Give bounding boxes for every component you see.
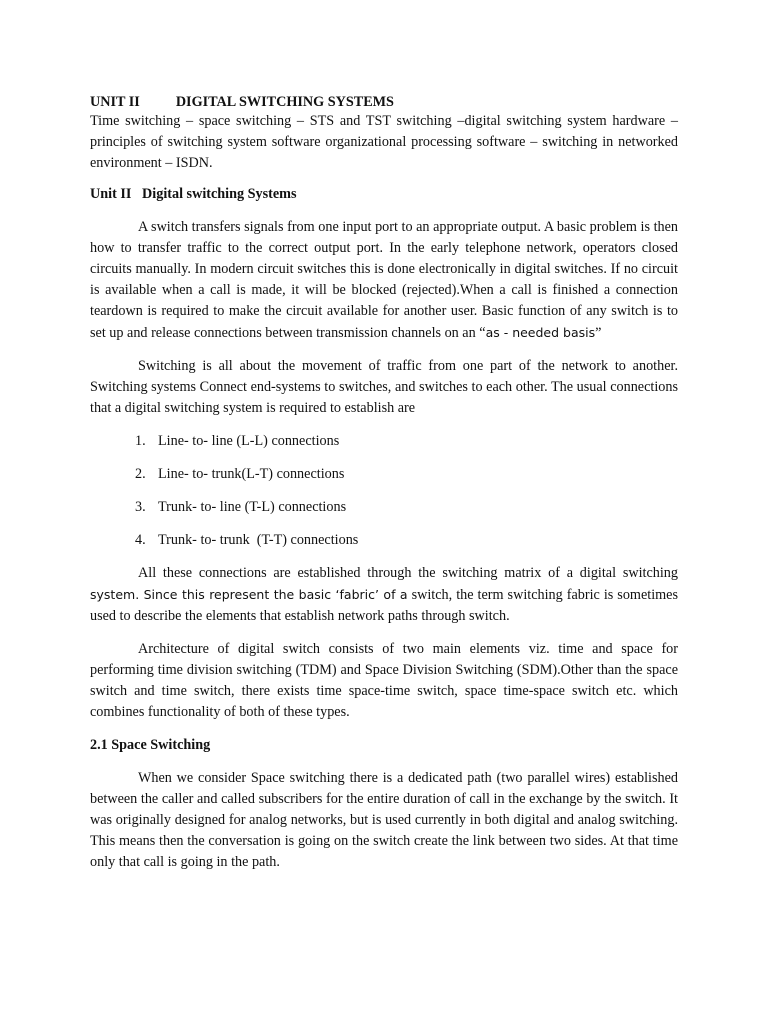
sub-heading-text: Unit II Digital switching Systems xyxy=(90,186,297,202)
list-item-text: Trunk- to- trunk (T-T) connections xyxy=(158,532,359,548)
unit-number: UNIT II xyxy=(90,94,140,110)
paragraph-architecture: Architecture of digital switch consists of two main elements viz. time and space for performing time division switching (TDM) and Space Division Switching (SDM).Other than the space switch and time switch, there exists time space-time switch, space time-space switch etc. which combines functionality of both of these types. xyxy=(90,641,678,720)
syllabus-text: Time switching – space switching – STS and TST switching –digital switching system hardware – principles of switching system software organizational processing software – switching in networked environment – ISDN. xyxy=(90,113,678,171)
quote-open: “ xyxy=(479,325,486,341)
paragraph-switching-fabric-part3: switch, the term switching fabric is sometimes used to describe the elements that establish network paths through switch. xyxy=(90,587,678,624)
list-item xyxy=(90,464,678,485)
list-item-number: 2. xyxy=(135,466,146,482)
list-item-number: 3. xyxy=(135,499,146,515)
list-item-number: 4. xyxy=(135,532,146,548)
list-item-text: Line- to- trunk(L-T) connections xyxy=(158,466,345,482)
unit-heading xyxy=(90,93,678,111)
list-item-text: Trunk- to- line (T-L) connections xyxy=(158,499,347,515)
list-item-text: Line- to- line (L-L) connections xyxy=(158,433,340,449)
unit-title: DIGITAL SWITCHING SYSTEMS xyxy=(175,94,394,110)
section-heading: 2.1 Space Switching xyxy=(90,737,211,753)
list-item xyxy=(90,530,678,551)
connection-list xyxy=(90,431,678,551)
quote-close: ” xyxy=(595,325,602,341)
list-item xyxy=(90,497,678,518)
paragraph-switching-fabric xyxy=(90,563,678,627)
paragraph-space-switching: When we consider Space switching there is a dedicated path (two parallel wires) established between the caller and called subscribers for the entire duration of call in the exchange by the switch. It was originally designed for analog networks, but is used currently in both digital and analog switching. This means then the conversation is going on the switch create the link between two sides. At that time only that call is going in the path. xyxy=(90,770,678,870)
quote-text: as - needed basis xyxy=(485,325,596,340)
paragraph-switching-movement: Switching is all about the movement of traffic from one part of the network to another. Switching systems Connect end-systems to switches, and switches to each other. The usual connections that a digital switching system is required to establish are xyxy=(90,358,678,416)
paragraph-switching-fabric-part2: system. Since this represent the basic ‘fabric’ of a xyxy=(90,587,408,602)
list-item-number: 1. xyxy=(135,433,146,449)
paragraph-switch-intro-text: A switch transfers signals from one input port to an appropriate output. A basic problem is then how to transfer traffic to the correct output port. In the early telephone network, operators closed circuits manually. In modern circuit switches this is done electronically in digital switches. If no circuit is available when a call is made, it will be blocked (rejected).When a call is finished a connection teardown is required to make the circuit available for another user. Basic function of any switch is to set up and release connections between transmission channels on an xyxy=(90,219,678,341)
paragraph-switch-intro xyxy=(90,217,678,344)
sub-heading xyxy=(90,184,678,205)
document-page xyxy=(90,93,678,885)
list-item xyxy=(90,431,678,452)
paragraph-switching-fabric-part1: All these connections are established through the switching matrix of a digital switching xyxy=(138,565,678,581)
